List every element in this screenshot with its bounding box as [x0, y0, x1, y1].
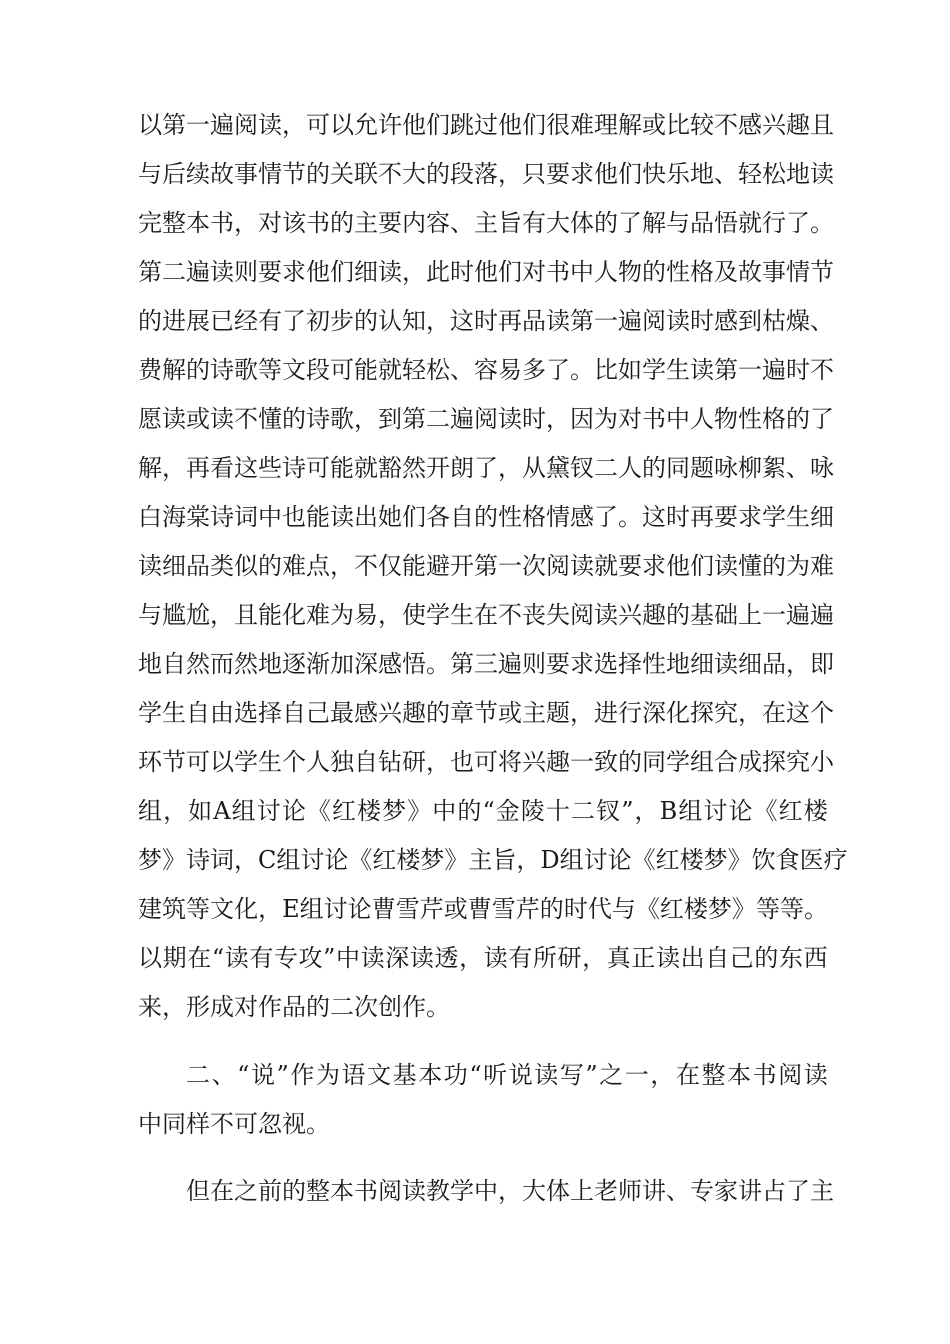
text-line: 第 二 遍 读 则 要 求 他 们 细 读 ， 此 时 他 们 对 书 中 人 物 的 性 格 及 故 事 情 节 [138, 258, 834, 286]
text-line: 愿 读 或 读 不 懂 的 诗 歌 ， 到 第 二 遍 阅 读 时 ， 因 为 对 书 中 人 物 性 格 的 了 [138, 405, 834, 433]
text-line: 读 细 品 类 似 的 难 点 ， 不 仅 能 避 开 第 一 次 阅 读 就 要 求 他 们 读 懂 的 为 难 [138, 552, 834, 580]
text-line: 与 尴 尬 ， 且 能 化 难 为 易 ， 使 学 生 在 不 丧 失 阅 读 兴 趣 的 基 础 上 一 遍 遍 [138, 601, 834, 629]
text-line: 来，形成对作品的二次创作。 [138, 993, 450, 1021]
section-heading-line: 二 、 “ 说 ” 作 为 语 文 基 本 功 “ 听 说 读 写 ” 之 一 ， 在 整 本 书 阅 读 [186, 1061, 828, 1089]
text-line: 与 后 续 故 事 情 节 的 关 联 不 大 的 段 落 ， 只 要 求 他 们 快 乐 地 、 轻 松 地 读 [138, 160, 834, 188]
text-line: 白 海 棠 诗 词 中 也 能 读 出 她 们 各 自 的 性 格 情 感 了 。 这 时 再 要 求 学 生 细 [138, 503, 834, 531]
text-line: 地 自 然 而 然 地 逐 渐 加 深 感 悟 。 第 三 遍 则 要 求 选 择 性 地 细 读 细 品 ， 即 [138, 650, 834, 678]
text-line: 完 整 本 书 ， 对 该 书 的 主 要 内 容 、 主 旨 有 大 体 的 了 解 与 品 悟 就 行 了 。 [138, 209, 834, 237]
text-line: 梦 》 诗 词 ， C 组 讨 论 《 红 楼 梦 》 主 旨 ， D 组 讨 论 《 红 楼 梦 》 饮 食 医 疗 [138, 846, 848, 874]
text-line: 费 解 的 诗 歌 等 文 段 可 能 就 轻 松 、 容 易 多 了 。 比 如 学 生 读 第 一 遍 时 不 [138, 356, 834, 384]
text-line: 解 ， 再 看 这 些 诗 可 能 就 豁 然 开 朗 了 ， 从 黛 钗 二 人 的 同 题 咏 柳 絮 、 咏 [138, 454, 834, 482]
text-line: 组 ， 如 A 组 讨 论 《 红 楼 梦 》 中 的 “ 金 陵 十 二 钗 ” ， B 组 讨 论 《 红 楼 [138, 797, 828, 825]
text-line: 以 期 在 “ 读 有 专 攻 ” 中 读 深 读 透 ， 读 有 所 研 ， 真 正 读 出 自 己 的 东 西 [138, 944, 828, 972]
text-line: 环 节 可 以 学 生 个 人 独 自 钻 研 ， 也 可 将 兴 趣 一 致 的 同 学 组 合 成 探 究 小 [138, 748, 834, 776]
text-line: 以 第 一 遍 阅 读 ， 可 以 允 许 他 们 跳 过 他 们 很 难 理 解 或 比 较 不 感 兴 趣 且 [138, 111, 834, 139]
text-line: 学 生 自 由 选 择 自 己 最 感 兴 趣 的 章 节 或 主 题 ， 进 行 深 化 探 究 ， 在 这 个 [138, 699, 834, 727]
text-line: 的 进 展 已 经 有 了 初 步 的 认 知 ， 这 时 再 品 读 第 一 遍 阅 读 时 感 到 枯 燥 、 [138, 307, 834, 335]
text-line: 建 筑 等 文 化 ， E 组 讨 论 曹 雪 芹 或 曹 雪 芹 的 时 代 与 《 红 楼 梦 》 等 等 。 [138, 895, 828, 923]
text-line: 但 在 之 前 的 整 本 书 阅 读 教 学 中 ， 大 体 上 老 师 讲 、 专 家 讲 占 了 主 [186, 1177, 834, 1205]
section-heading-line: 中同样不可忽视。 [138, 1110, 330, 1138]
